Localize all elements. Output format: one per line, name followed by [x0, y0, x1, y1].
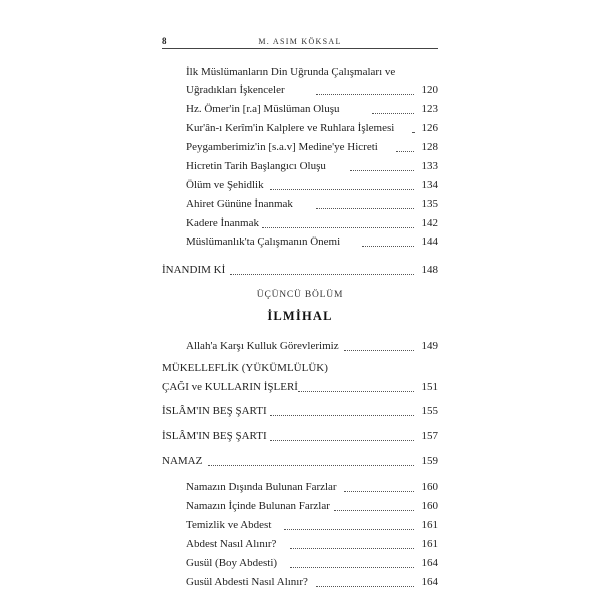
toc-leader: [372, 113, 414, 114]
toc-entry-page: 126: [421, 122, 438, 134]
toc-entry-page: 149: [421, 340, 438, 352]
toc-entry-title: Gusül (Boy Abdesti): [186, 557, 278, 569]
toc-entry: [0, 65, 600, 79]
toc-entry-title: Uğradıkları İşkenceler: [186, 84, 285, 96]
header-rule: [162, 48, 438, 49]
toc-entry: [0, 556, 600, 570]
toc-entry-page: 133: [421, 160, 438, 172]
toc-entry: [0, 361, 600, 375]
toc-entry: [0, 480, 600, 494]
toc-entry: [0, 537, 600, 551]
toc-entry-page: 135: [421, 198, 438, 210]
toc-entry-title: Gusül Abdesti Nasıl Alınır?: [186, 576, 308, 588]
toc-entry-title: Temizlik ve Abdest: [186, 519, 272, 531]
toc-entry-title: Ölüm ve Şehidlik: [186, 179, 264, 191]
toc-entry-page: 144: [421, 236, 438, 248]
toc-leader: [350, 170, 414, 171]
toc-entry-title: İSLÂM'IN BEŞ ŞARTI: [162, 405, 267, 417]
toc-leader: [344, 350, 414, 351]
toc-entry: [0, 178, 600, 192]
toc-leader: [298, 391, 414, 392]
toc-entry: [0, 102, 600, 116]
toc-entry-title: Hz. Ömer'in [r.a] Müslüman Oluşu: [186, 103, 340, 115]
toc-entry-page: 164: [421, 576, 438, 588]
toc-leader: [262, 227, 414, 228]
toc-entry-title: Ahiret Gününe İnanmak: [186, 198, 293, 210]
toc-entry-title: Hicretin Tarih Başlangıcı Oluşu: [186, 160, 326, 172]
toc-entry-page: 160: [421, 500, 438, 512]
toc-entry-page: 120: [421, 84, 438, 96]
toc-entry-title: Peygamberimiz'in [s.a.v] Medine'ye Hicreti: [186, 141, 378, 153]
toc-leader: [334, 510, 414, 511]
toc-entry: [0, 121, 600, 135]
toc-entry: [0, 83, 600, 97]
toc-leader: [344, 491, 414, 492]
toc-entry-title: İSLÂM'IN BEŞ ŞARTI: [162, 430, 267, 442]
toc-entry: [0, 263, 600, 277]
toc-entry-page: 164: [421, 557, 438, 569]
toc-entry-title: Kur'ân-ı Kerîm'in Kalplere ve Ruhlara İşlemesi: [186, 122, 395, 134]
toc-leader: [270, 415, 414, 416]
section-title: İLMİHAL: [267, 309, 333, 323]
toc-entry: [0, 404, 600, 418]
toc-leader: [412, 132, 414, 133]
toc-leader: [284, 529, 414, 530]
toc-entry-title: Kadere İnanmak: [186, 217, 259, 229]
running-head: M. ASIM KÖKSAL: [258, 37, 342, 46]
toc-leader: [316, 586, 414, 587]
toc-leader: [396, 151, 414, 152]
toc-leader: [316, 94, 414, 95]
toc-entry-page: 134: [421, 179, 438, 191]
toc-entry-page: 160: [421, 481, 438, 493]
toc-entry-page: 128: [421, 141, 438, 153]
toc-entry: [0, 235, 600, 249]
toc-entry-page: 157: [421, 430, 438, 442]
section-label: ÜÇÜNCÜ BÖLÜM: [256, 290, 344, 300]
toc-entry-title: Allah'a Karşı Kulluk Görevlerimiz: [186, 340, 339, 352]
toc-entry: [0, 339, 600, 353]
toc-entry: [0, 216, 600, 230]
toc-entry: [0, 518, 600, 532]
toc-entry-title: Namazın İçinde Bulunan Farzlar: [186, 500, 330, 512]
toc-entry: [0, 499, 600, 513]
toc-entry-title: ÇAĞI ve KULLARIN İŞLERİ: [162, 381, 298, 393]
toc-leader: [230, 274, 414, 275]
toc-entry-title: Abdest Nasıl Alınır?: [186, 538, 277, 550]
toc-leader: [316, 208, 414, 209]
toc-entry: [0, 454, 600, 468]
toc-leader: [290, 567, 414, 568]
toc-entry-page: 155: [421, 405, 438, 417]
toc-entry: [0, 159, 600, 173]
toc-entry-title: NAMAZ: [162, 455, 203, 467]
toc-entry: [0, 197, 600, 211]
toc-entry-title: Namazın Dışında Bulunan Farzlar: [186, 481, 337, 493]
toc-leader: [208, 465, 414, 466]
toc-leader: [270, 189, 414, 190]
toc-entry-title: MÜKELLEFLİK (YÜKÜMLÜLÜK): [162, 362, 328, 374]
page-number: 8: [162, 36, 167, 46]
toc-entry-page: 159: [421, 455, 438, 467]
toc-entry: [0, 575, 600, 589]
toc-entry-title: İlk Müslümanların Din Uğrunda Çalışmaları ve: [186, 66, 396, 78]
toc-leader: [290, 548, 414, 549]
toc-entry-page: 161: [421, 519, 438, 531]
toc-entry: [0, 429, 600, 443]
toc-entry-page: 142: [421, 217, 438, 229]
toc-entry: [0, 380, 600, 394]
toc-leader: [362, 246, 414, 247]
toc-entry-page: 151: [421, 381, 438, 393]
toc-entry: [0, 140, 600, 154]
toc-entry-page: 148: [421, 264, 438, 276]
toc-leader: [270, 440, 414, 441]
toc-entry-page: 161: [421, 538, 438, 550]
toc-entry-title: İNANDIM Kİ: [162, 264, 226, 276]
toc-entry-title: Müslümanlık'ta Çalışmanın Önemi: [186, 236, 341, 248]
toc-entry-page: 123: [421, 103, 438, 115]
